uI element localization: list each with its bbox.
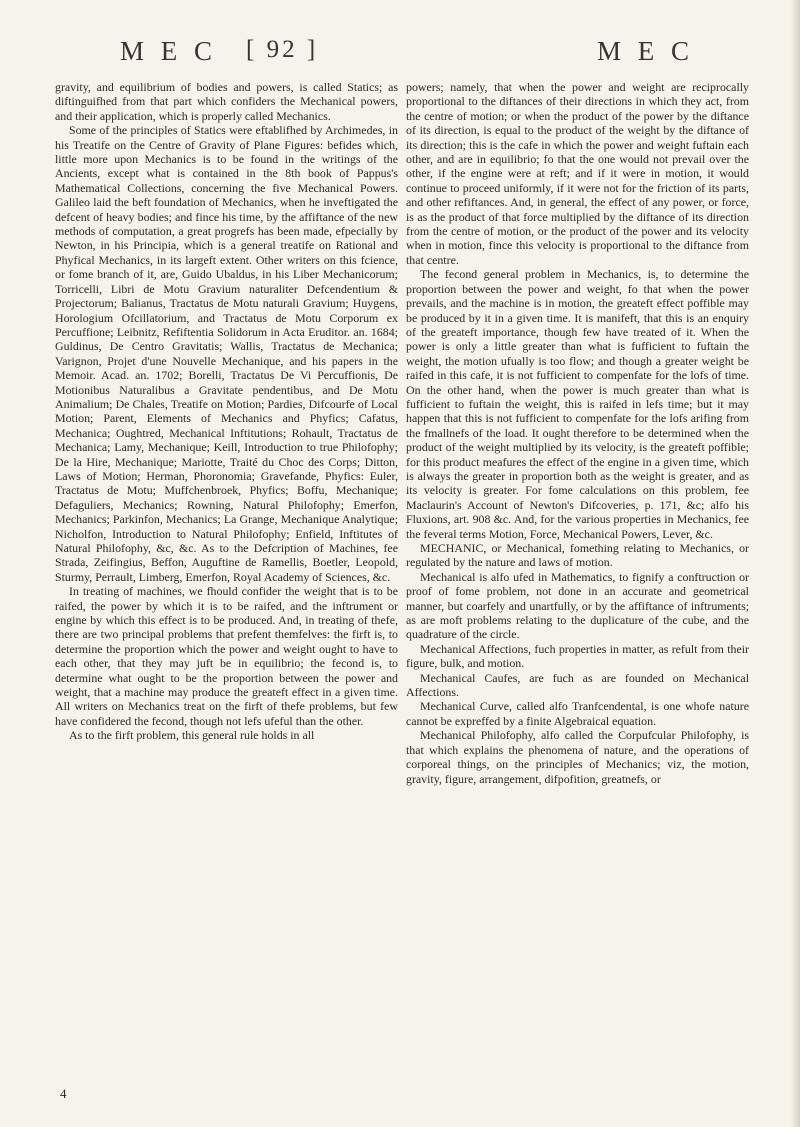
header-left: M E C [120, 36, 218, 66]
paragraph: The fecond general problem in Mechanics, is, to determine the proportion between the power and weight, fo that when the power prevails, and the machine is in motion, the greateft effect poffible may be produced by it in a given time. It is manifeft, that this is an enquiry of the greateft importance, though few have treated of it. When the power is only a little greater than what is fufficient to fuftain the weight, the motion ufually is too flow; and though a greater weight be raifed in this cafe, it is not fufficient to compenfate for the lofs of time. On the other hand, when the power is much greater than what is fufficient to fuftain the weight, this is raifed in lefs time; but it may happen that this is not fufficient to compenfate for the lofs arifing from the fmallnefs of the load. It ought therefore to be determined when the product of the weight multiplied by its velocity, is the greateft poffible; for this product meafures the effect of the engine in a given time, which is always the greater in proportion both as the weight is greater, and as its velocity is greater. For fome calculations on this problem, fee Maclaurin's Account of Newton's Difcoveries, p. 171, &c; alfo his Fluxions, art. 908 &c. And, for the various properties in Mechanics, fee the feveral terms Motion, Force, Mechanical Powers, Lever, &c. [406, 267, 749, 541]
paragraph: As to the firft problem, this general rule holds in all [69, 728, 315, 743]
page-number: [ 92 ] [246, 36, 319, 63]
signature-mark: 4 [60, 1086, 67, 1101]
paragraph: MECHANIC, or Mechanical, fomething relating to Mechanics, or regulated by the nature and laws of motion. [406, 541, 749, 570]
page-edge [790, 0, 800, 1127]
paragraph: Mechanical Affections, fuch properties in matter, as refult from their figure, bulk, and motion. [406, 641, 749, 671]
paragraph: Mechanical Philofophy, alfo called the Corpufcular Philofophy, is that which explains the phenomena of nature, and the operations of corporeal things, on the principles of Mechanics; viz, the motion, gravity, figure, arrangement, difpofition, greatnefs, or [406, 728, 749, 786]
paragraph: Some of the principles of Statics were eftablifhed by Archimedes, in his Treatife on the Centre of Gravity of Plane Figures: befides which, little more upon Mechanics is to be found in the writings of the Ancients, except what is contained in the 8th book of Pappus's Mathematical Collections, concerning the five Mechanical Powers. Galileo laid the beft foundation of Mechanics, when he inveftigated the defcent of heavy bodies; and fince his time, by the affiftance of the new methods of computation, a great progrefs has been made, efpecially by Newton, in his Principia, which is a general treatife on Rational and Phyfical Mechanics, in its largeft extent. Other writers on this fcience, or fome branch of it, are, Guido Ubaldus, in his Liber Mechanicorum; Torricelli, Libri de Motu Gravium naturaliter Defcendentium & Projectorum; Balianus, Tractatus de Motu naturali Gravium; Huygens, Horologium Ofcillatorium, and Tractatus de Motu Corporum ex Percuffione; Leibnitz, Refiftentia Solidorum in Acta Eruditor. an. 1684; Guldinus, De Centro Gravitatis; Wallis, Tractatus de Mechanica; Varignon, Projet d'une Nouvelle Mechanique, and his papers in the Memoir. Acad. an. 1702; Borelli, Tractatus De Vi Percuffionis, De Motionibus Naturalibus a Gravitate pendentibus, and De Motu Animalium; De Chales, Treatife on Motion; Pardies, Difcourfe of Local Motion; Parent, Elements of Mechanics and Phyfics; Cafatus, Mechanica; Oughtred, Mechanical Inftitutions; Rohault, Tractatus de Mechanica; Lamy, Mechanique; Keill, Introduction to true Philofophy; De la Hire, Mechanique; Mariotte, Traité du Choc des Corps; Ditton, Laws of Motion; Herman, Phoronomia; Gravefande, Phyfics: Euler, Tractatus de Motu; Muffchenbroek, Phyfics; Boffu, Mechanique; Defaguliers, Mechanics; Rowning, Natural Philofophy; Emerfon, Mechanics; Parkinfon, Mechanics; La Grange, Mechanique Analytique; Nicholfon, Introduction to Natural Philofophy; Enfield, Inftitutes of Natural Philofophy, &c, &c. As to the Defcription of Machines, fee Strada, Zeifingius, Beffon, Auguftine de Ramellis, Boetler, Leopold, Sturmy, Perrault, Limberg, Emerfon, Royal Academy of Sciences, &c. [55, 123, 398, 584]
header-right: M E C [597, 36, 695, 66]
paragraph: powers; namely, that when the power and weight are reciprocally proportional to the diftances of their directions in which they act, from the centre of motion; or when the product of the power by the diftance of its direction, is equal to the product of the weight by the diftance of its direction; this is the cafe in which the power and weight fuftain each other, and are in equilibrio; fo that the one would not prevail over the other, if the engine were at reft; and if it were in motion, it would continue to proceed uniformly, if it were not for the friction of its parts, and other refiftances. And, in general, the effect of any power, or force, is as the product of that force multiplied by the diftance of its direction from the centre of motion, or the product of the power and its velocity when in motion, fince this velocity is proportional to the diftance from that centre. [406, 80, 749, 267]
paragraph: Mechanical is alfo ufed in Mathematics, to fignify a conftruction or proof of fome problem, not done in an accurate and geometrical manner, but coarfely and unartfully, or by the affiftance of inftruments; as are moft problems relating to the duplicature of the cube, and the quadrature of the circle. [406, 569, 749, 642]
paragraph: Mechanical Caufes, are fuch as are founded on Mechanical Affections. [406, 670, 749, 700]
right-column [406, 80, 749, 1100]
paragraph: In treating of machines, we fhould confider the weight that is to be raifed, the power by which it is to be raifed, and the inftrument or engine by which this effect is to be produced. And, in treating of thefe, there are two principal problems that prefent themfelves: the firft is, to determine the proportion which the power and weight ought to have to each other, that they may juft be in equilibrio; the fecond is, to determine what ought to be the proportion between the power and weight, that a machine may produce the greateft effect in a given time. All writers on Mechanics treat on the firft of thefe problems, but few have confidered the fecond, though not lefs ufeful than the other. [55, 584, 398, 728]
running-header [0, 36, 800, 76]
paragraph: gravity, and equilibrium of bodies and powers, is called Statics; as diftinguifhed from that part which confiders the Mechanical powers, and their application, which is properly called Mechanics. [55, 80, 398, 123]
paragraph: Mechanical Curve, called alfo Tranfcendental, is one whofe nature cannot be expreffed by a finite Algebraical equation. [406, 699, 749, 728]
left-column [55, 80, 398, 1100]
